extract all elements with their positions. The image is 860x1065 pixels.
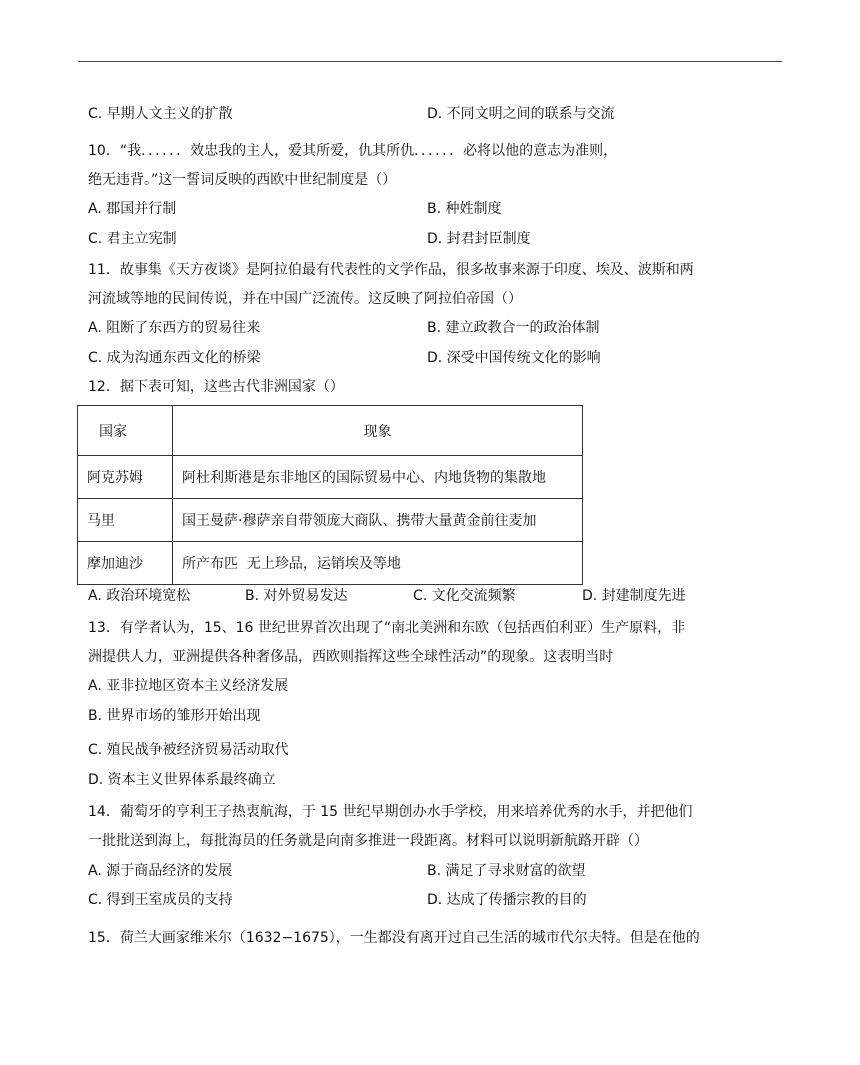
table-header-row — [78, 406, 583, 456]
table-cell-country: 马里 — [78, 499, 173, 542]
table-cell-country: 阿克苏姆 — [78, 456, 173, 499]
q10-option-c: C. 君主立宪制 — [88, 231, 177, 247]
table-cell-phenomenon: 国王曼萨·穆萨亲自带领庞大商队、携带大量黄金前往麦加 — [173, 499, 583, 542]
q11-option-a: A. 阻断了东西方的贸易往来 — [88, 320, 261, 336]
q12-option-a: A. 政治环境宽松 — [88, 588, 191, 604]
q14-stem-line2: 一批批送到海上，每批海员的任务就是向南多推进一段距离。材料可以说明新航路开辟（） — [88, 833, 648, 849]
q12-option-b: B. 对外贸易发达 — [245, 588, 348, 604]
table-row — [78, 542, 583, 585]
q11-stem-line1: 11．故事集《天方夜谈》是阿拉伯最有代表性的文学作品，很多故事来源于印度、埃及、波斯和两 — [88, 262, 694, 278]
table-header-cell: 现象 — [173, 406, 583, 456]
q12-table — [77, 405, 583, 585]
q10-stem-line1: 10．“我．．．．．．效忠我的主人，爱其所爱，仇其所仇．．．．．．必将以他的意志为准则， — [88, 143, 618, 159]
q10-option-d: D. 封君封臣制度 — [427, 231, 531, 247]
q13-option-b: B. 世界市场的雏形开始出现 — [88, 708, 261, 724]
q11-stem-line2: 河流域等地的民间传说，并在中国广泛流传。这反映了阿拉伯帝国（） — [88, 291, 522, 307]
table-header-cell: 国家 — [78, 406, 173, 456]
table-cell-phenomenon: 所产布匹 无上珍品，运销埃及等地 — [173, 542, 583, 585]
q10-stem-line2: 绝无违背。”这一誓词反映的西欧中世纪制度是（） — [88, 172, 397, 188]
q10-option-a: A. 郡国并行制 — [88, 201, 177, 217]
q13-stem-line2: 洲提供人力，亚洲提供各种奢侈品，西欧则指挥这些全球性活动”的现象。这表明当时 — [88, 649, 614, 665]
q13-option-d: D. 资本主义世界体系最终确立 — [88, 772, 276, 788]
q13-option-c: C. 殖民战争被经济贸易活动取代 — [88, 742, 289, 758]
q9-option-c: C. 早期人文主义的扩散 — [88, 106, 233, 122]
q13-stem-line1: 13．有学者认为，15、16 世纪世界首次出现了“南北美洲和东欧（包括西伯利亚）生产原料，非 — [88, 620, 686, 636]
q10-option-b: B. 种姓制度 — [427, 201, 502, 217]
q9-option-d: D. 不同文明之间的联系与交流 — [427, 106, 615, 122]
q14-option-d: D. 达成了传播宗教的目的 — [427, 892, 587, 908]
q11-option-c: C. 成为沟通东西文化的桥梁 — [88, 350, 261, 366]
q15-stem-line1: 15．荷兰大画家维米尔（1632−1675），一生都没有离开过自己生活的城市代尔夫特。但是在他的 — [88, 930, 700, 946]
table-cell-phenomenon: 阿杜利斯港是东非地区的国际贸易中心、内地货物的集散地 — [173, 456, 583, 499]
q11-option-d: D. 深受中国传统文化的影响 — [427, 350, 601, 366]
q12-stem: 12．据下表可知，这些古代非洲国家（） — [88, 379, 344, 395]
q13-option-a: A. 亚非拉地区资本主义经济发展 — [88, 678, 289, 694]
q14-stem-line1: 14．葡萄牙的亨利王子热衷航海，于 15 世纪早期创办水手学校，用来培养优秀的水手，并把他们 — [88, 804, 693, 820]
header-rule — [78, 61, 782, 62]
table-row — [78, 499, 583, 542]
q14-option-a: A. 源于商品经济的发展 — [88, 863, 233, 879]
table-row — [78, 456, 583, 499]
q11-option-b: B. 建立政教合一的政治体制 — [427, 320, 600, 336]
table-cell-country: 摩加迪沙 — [78, 542, 173, 585]
q12-option-d: D. 封建制度先进 — [582, 588, 686, 604]
q12-option-c: C. 文化交流频繁 — [413, 588, 516, 604]
q14-option-c: C. 得到王室成员的支持 — [88, 892, 233, 908]
q14-option-b: B. 满足了寻求财富的欲望 — [427, 863, 586, 879]
